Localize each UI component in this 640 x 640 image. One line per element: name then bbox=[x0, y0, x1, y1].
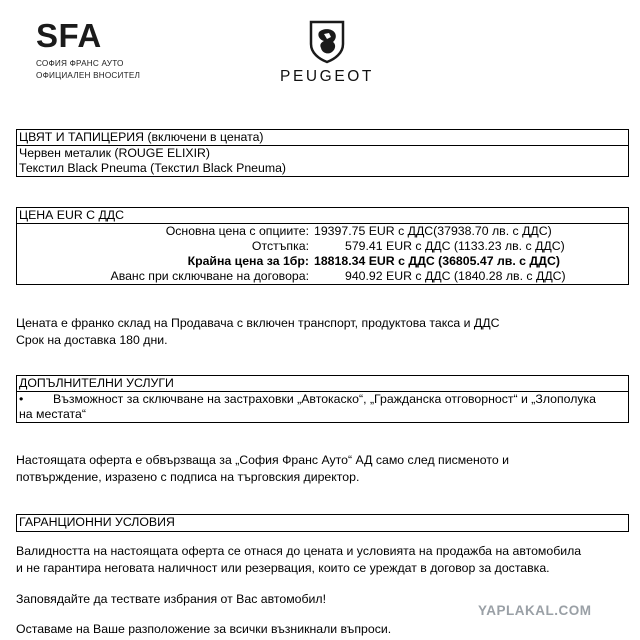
services-box bbox=[16, 375, 629, 423]
closing-text: Оставаме на Ваше разположение за всички възникнали въпроси. bbox=[16, 622, 392, 636]
peugeot-wordmark: PEUGEOT bbox=[280, 68, 374, 85]
sfa-logo bbox=[36, 17, 141, 82]
price-row-discount bbox=[17, 239, 628, 254]
price-value: 18818.34 EUR с ДДС (36805.47 лв. с ДДС) bbox=[314, 254, 560, 268]
price-value: 579.41 EUR с ДДС (1133.23 лв. с ДДС) bbox=[345, 239, 565, 253]
sfa-logo-mark: SFA bbox=[36, 17, 102, 54]
watermark: YAPLAKAL.COM bbox=[478, 603, 592, 618]
sfa-logo-line1: СОФИЯ ФРАНС АУТО bbox=[36, 59, 124, 68]
price-label: Крайна цена за 1бр: bbox=[187, 254, 309, 268]
price-section-title: ЦЕНА EUR С ДДС bbox=[17, 208, 628, 224]
color-section-title: ЦВЯТ И ТАПИЦЕРИЯ (включени в цената) bbox=[17, 130, 628, 146]
warranty-section-title: ГАРАНЦИОННИ УСЛОВИЯ bbox=[19, 515, 175, 529]
validity-text bbox=[16, 543, 627, 577]
binding-offer bbox=[16, 452, 627, 486]
services-item bbox=[17, 392, 628, 407]
delivery-line-1: Цената е франко склад на Продавача с включен транспорт, продуктова такса и ДДС bbox=[16, 316, 500, 330]
paint-color: Червен металик (ROUGE ELIXIR) bbox=[19, 146, 211, 160]
price-value: 940.92 EUR с ДДС (1840.28 лв. с ДДС) bbox=[345, 269, 566, 283]
sfa-logo-line2: ОФИЦИАЛЕН ВНОСИТЕЛ bbox=[36, 71, 141, 80]
price-value: 19397.75 EUR с ДДС(37938.70 лв. с ДДС) bbox=[314, 224, 552, 238]
test-drive-text: Заповядайте да тествате избрания от Вас автомобил! bbox=[16, 592, 326, 606]
binding-line-1: Настоящата оферта е обвързваща за „София Франс Ауто“ АД само след писменото и bbox=[16, 453, 509, 467]
price-label: Отстъпка: bbox=[251, 239, 309, 253]
binding-line-2: потвърждение, изразено с подписа на търговския директор. bbox=[16, 470, 360, 484]
upholstery: Текстил Black Pneuma (Текстил Black Pneuma) bbox=[19, 161, 287, 175]
warranty-box bbox=[16, 514, 629, 532]
price-row-final bbox=[17, 254, 628, 269]
price-label: Аванс при сключване на договора: bbox=[110, 269, 309, 283]
validity-line-2: и не гарантира неговата наличност или резервация, които се уреждат в договор за доставка. bbox=[16, 561, 550, 575]
services-item-line2: на местата“ bbox=[19, 407, 86, 421]
price-row-base bbox=[17, 224, 628, 239]
services-section-title: ДОПЪЛНИТЕЛНИ УСЛУГИ bbox=[17, 376, 628, 392]
peugeot-logo bbox=[262, 20, 392, 86]
delivery-terms bbox=[16, 315, 627, 349]
services-item-line1: Възможност за сключване на застраховки „Автокаско“, „Гражданска отговорност“ и „Злополука bbox=[53, 392, 597, 406]
peugeot-lion-shield-icon bbox=[307, 20, 347, 64]
bullet: • bbox=[19, 392, 24, 406]
price-label: Основна цена с опциите: bbox=[165, 224, 309, 238]
color-upholstery-box bbox=[16, 129, 629, 177]
price-box bbox=[16, 207, 629, 285]
validity-line-1: Валидността на настоящата оферта се отнася до цената и условията на продажба на автомобила bbox=[16, 544, 582, 558]
delivery-line-2: Срок на доставка 180 дни. bbox=[16, 333, 168, 347]
price-row-deposit bbox=[17, 269, 628, 284]
